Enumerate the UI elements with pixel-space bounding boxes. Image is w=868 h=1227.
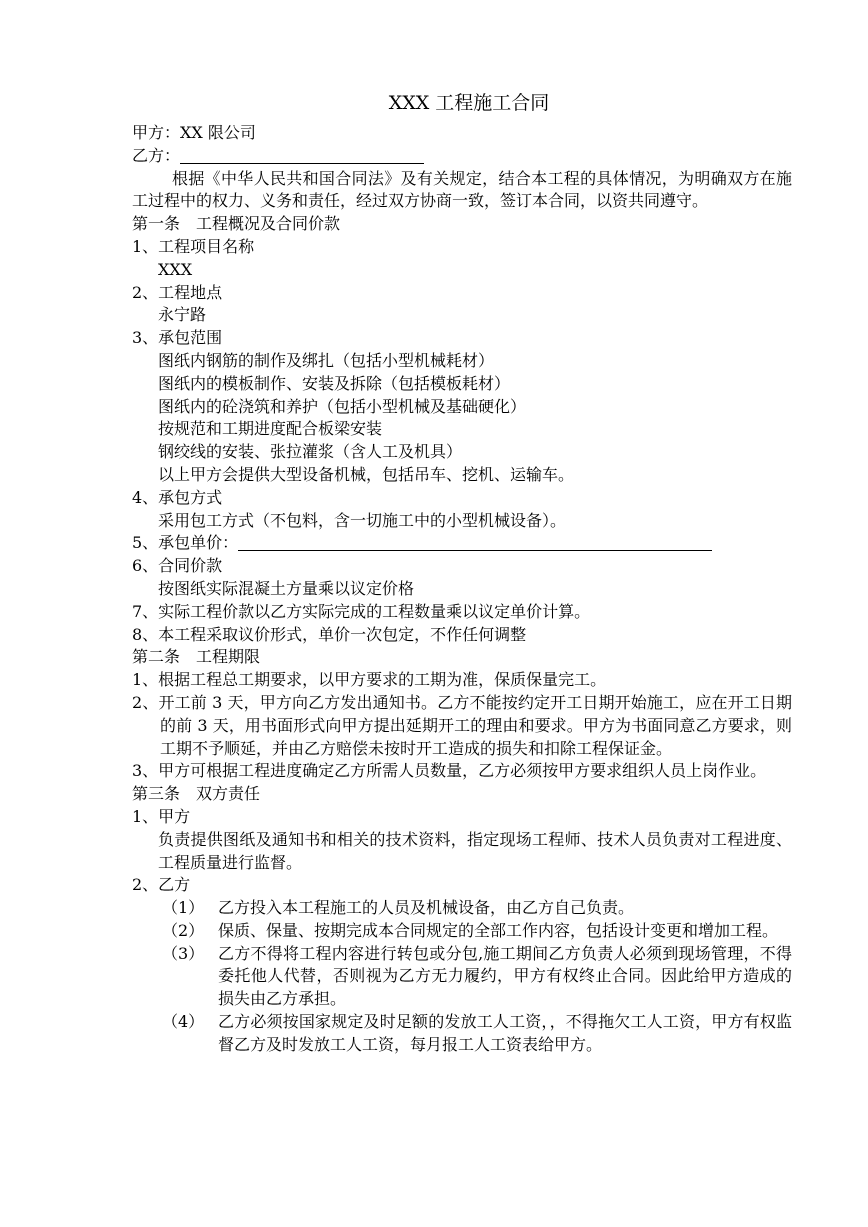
duty-text: 乙方投入本工程施工的人员及机械设备，由乙方自己负责。: [218, 898, 635, 918]
party-b-blank: [180, 147, 424, 164]
duty-number: （4）: [162, 1012, 205, 1032]
scope-item: 图纸内的模板制作、安装及拆除（包括模板耗材）: [158, 373, 511, 393]
scope-item: 以上甲方会提供大型设备机械，包括吊车、挖机、运输车。: [158, 464, 575, 484]
party-b-duty-label: 2、乙方: [132, 875, 191, 895]
article1-item2-label: 2、工程地点: [132, 282, 223, 302]
duty-text: 保质、保量、按期完成本合同规定的全部工作内容，包括设计变更和增加工程。: [218, 920, 779, 940]
party-b-duty-item: [132, 897, 792, 920]
party-b-duty-item: [132, 943, 792, 1011]
contract-method: 采用包工方式（不包料，含一切施工中的小型机械设备）。: [158, 510, 567, 530]
unit-price-blank: [238, 534, 712, 551]
scope-item: 按规范和工期进度配合板梁安装: [158, 419, 383, 439]
article1-heading: 第一条 工程概况及合同价款: [132, 214, 341, 234]
party-b-duty-item: [132, 920, 792, 943]
party-b-label: 乙方：: [132, 145, 181, 165]
scope-item: 图纸内的砼浇筑和养护（包括小型机械及基础硬化）: [158, 396, 527, 416]
article1-item6-label: 6、合同价款: [132, 556, 223, 576]
duty-number: （1）: [162, 898, 205, 918]
contract-price: 按图纸实际混凝土方量乘以议定价格: [158, 578, 415, 598]
party-a-duty: 负责提供图纸及通知书和相关的技术资料，指定现场工程师、技术人员负责对工程进度、工程质量进行监督。: [158, 829, 792, 872]
project-location: 永宁路: [158, 305, 207, 325]
party-b: [132, 145, 792, 168]
party-b-duty-item: [132, 1011, 792, 1057]
party-a: 甲方：XX 限公司: [132, 123, 256, 142]
article2-item3: 3、甲方可根据工程进度确定乙方所需人员数量，乙方必须按甲方要求组织人员上岗作业。: [132, 761, 767, 781]
document-title: XXX 工程施工合同: [388, 92, 550, 114]
scope-item: 钢绞线的安装、张拉灌浆（含人工及机具）: [158, 442, 463, 462]
article3-heading: 第三条 双方责任: [132, 784, 261, 804]
duty-number: （3）: [162, 943, 205, 963]
project-name: XXX: [158, 259, 193, 279]
article1-item7: 7、实际工程价款以乙方实际完成的工程数量乘以议定单价计算。: [132, 601, 591, 621]
duty-number: （2）: [162, 920, 205, 940]
article1-item1-label: 1、工程项目名称: [132, 236, 255, 256]
article1-item8: 8、本工程采取议价形式，单价一次包定，不作任何调整: [132, 624, 527, 644]
article2-item1: 1、根据工程总工期要求，以甲方要求的工期为准，保质保量完工。: [132, 670, 607, 690]
article2-item2: 2、开工前 3 天，甲方向乙方发出通知书。乙方不能按约定开工日期开始施工，应在开工日期的前 3 天，用书面形式向甲方提出延期开工的理由和要求。甲方为书面同意乙方要求，则工期不予顺延，并由乙方赔偿未按时开工造成的损失和扣除工程保证金。: [132, 692, 792, 758]
duty-text: 乙方不得将工程内容进行转包或分包,施工期间乙方负责人必须到现场管理，不得委托他人代替，否则视为乙方无力履约，甲方有权终止合同。因此给甲方造成的损失由乙方承担。: [218, 943, 792, 1009]
unit-price-label: 5、承包单价：: [132, 533, 239, 553]
preamble: 根据《中华人民共和国合同法》及有关规定，结合本工程的具体情况，为明确双方在施工过程中的权力、义务和责任，经过双方协商一致，签订本合同，以资共同遵守。: [132, 168, 792, 211]
contract-body: [132, 88, 792, 1057]
article1-item3-label: 3、承包范围: [132, 328, 223, 348]
unit-price: [132, 532, 792, 555]
article1-item4-label: 4、承包方式: [132, 487, 223, 507]
article2-heading: 第二条 工程期限: [132, 647, 261, 667]
party-a-duty-label: 1、甲方: [132, 806, 191, 826]
duty-text: 乙方必须按国家规定及时足额的发放工人工资，，不得拖欠工人工资，甲方有权监督乙方及时发放工人工资，每月报工人工资表给甲方。: [218, 1012, 792, 1054]
scope-item: 图纸内钢筋的制作及绑扎（包括小型机械耗材）: [158, 350, 495, 370]
